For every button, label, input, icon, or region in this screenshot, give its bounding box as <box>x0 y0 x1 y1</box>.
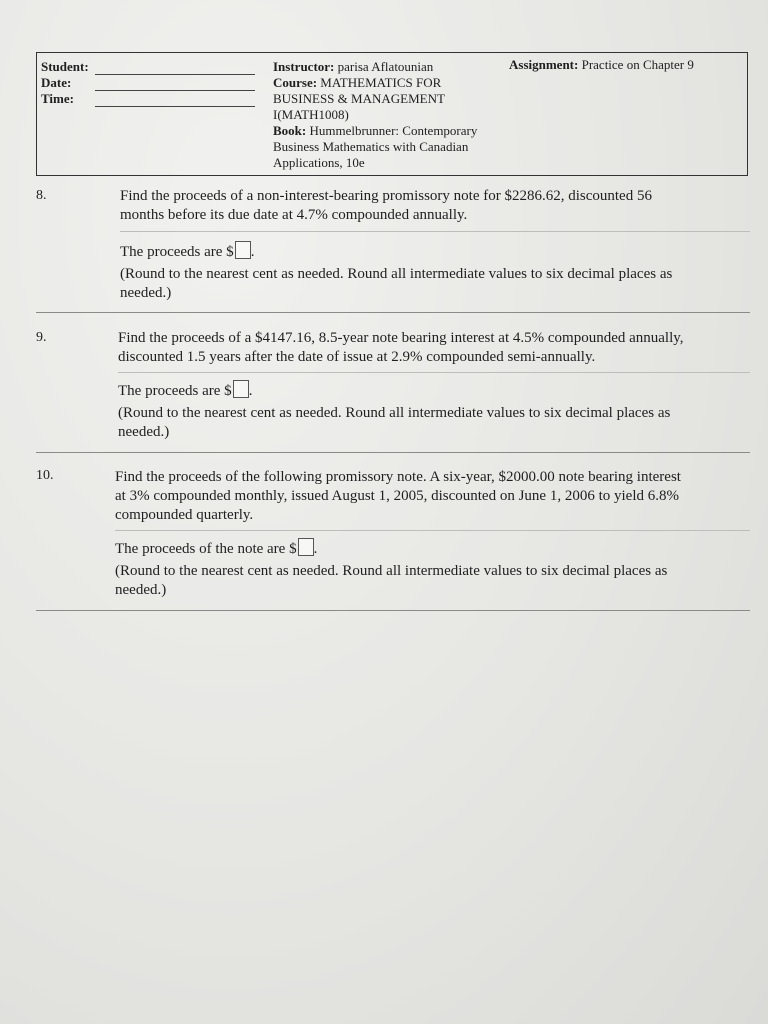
divider <box>115 530 750 531</box>
rounding-note-line: needed.) <box>120 285 172 301</box>
question-separator <box>36 610 750 611</box>
answer-input-box[interactable] <box>233 380 249 398</box>
question-number: 10. <box>36 468 54 483</box>
answer-prefix: The proceeds of the note are $ <box>115 541 297 557</box>
assignment-label: Assignment: <box>509 57 579 72</box>
answer-suffix: . <box>313 541 318 557</box>
rounding-note-line: needed.) <box>118 424 170 440</box>
answer-line <box>115 538 745 559</box>
course-info <box>273 59 513 171</box>
answer-area <box>118 380 748 442</box>
answer-prefix: The proceeds are $ <box>118 383 232 399</box>
course-label: Course: <box>273 75 318 90</box>
student-row <box>41 59 255 75</box>
question-number: 8. <box>36 188 47 203</box>
book-value-2: Business Mathematics with Canadian <box>273 139 469 154</box>
question-number: 9. <box>36 330 47 345</box>
question-text <box>118 329 748 367</box>
assignment-value: Practice on Chapter 9 <box>581 57 694 72</box>
instructor-value: parisa Aflatounian <box>337 59 434 74</box>
answer-suffix: . <box>250 244 255 260</box>
question-text-line: Find the proceeds of the following promissory note. A six-year, $2000.00 note bearing interest <box>115 469 681 485</box>
question-text <box>120 187 750 225</box>
book-label: Book: <box>273 123 307 138</box>
question-text-line: compounded quarterly. <box>115 507 254 523</box>
question-text-line: months before its due date at 4.7% compounded annually. <box>120 207 468 223</box>
instructor-label: Instructor: <box>273 59 335 74</box>
course-value-1: MATHEMATICS FOR <box>320 75 442 90</box>
divider <box>118 372 750 373</box>
date-label: Date: <box>41 75 72 90</box>
course-line <box>273 75 513 91</box>
question-text-line: Find the proceeds of a non-interest-bearing promissory note for $2286.62, discounted 56 <box>120 188 652 204</box>
date-field[interactable] <box>95 79 255 91</box>
student-info <box>41 59 255 107</box>
time-field[interactable] <box>95 95 255 107</box>
answer-input-box[interactable] <box>298 538 314 556</box>
answer-prefix: The proceeds are $ <box>120 244 234 260</box>
instructor-line <box>273 59 513 75</box>
student-field[interactable] <box>95 63 255 75</box>
answer-area <box>120 241 750 303</box>
answer-suffix: . <box>248 383 253 399</box>
question-text-line: at 3% compounded monthly, issued August 1, 2005, discounted on June 1, 2006 to yield 6.8% <box>115 488 679 504</box>
assignment-info <box>509 57 694 73</box>
rounding-note-line: (Round to the nearest cent as needed. Round all intermediate values to six decimal places as <box>118 405 671 421</box>
question-text <box>115 468 745 525</box>
rounding-note-line: (Round to the nearest cent as needed. Round all intermediate values to six decimal places as <box>120 266 673 282</box>
question-text-line: discounted 1.5 years after the date of issue at 2.9% compounded semi-annually. <box>118 349 596 365</box>
time-row <box>41 91 255 107</box>
course-value-2: BUSINESS & MANAGEMENT <box>273 91 445 106</box>
date-row <box>41 75 255 91</box>
divider <box>120 231 750 232</box>
course-value-3: I(MATH1008) <box>273 107 349 122</box>
student-label: Student: <box>41 59 89 74</box>
time-label: Time: <box>41 91 74 106</box>
book-value-1: Hummelbrunner: Contemporary <box>309 123 478 138</box>
answer-area <box>115 538 745 600</box>
answer-line <box>118 380 748 401</box>
rounding-note-line: (Round to the nearest cent as needed. Round all intermediate values to six decimal places as <box>115 563 668 579</box>
question-separator <box>36 312 750 313</box>
assignment-header-box <box>36 52 748 176</box>
question-text-line: Find the proceeds of a $4147.16, 8.5-year note bearing interest at 4.5% compounded annually, <box>118 330 684 346</box>
question-separator <box>36 452 750 453</box>
answer-line <box>120 241 750 262</box>
answer-input-box[interactable] <box>235 241 251 259</box>
book-value-3: Applications, 10e <box>273 155 365 170</box>
book-line <box>273 123 513 139</box>
rounding-note-line: needed.) <box>115 582 167 598</box>
